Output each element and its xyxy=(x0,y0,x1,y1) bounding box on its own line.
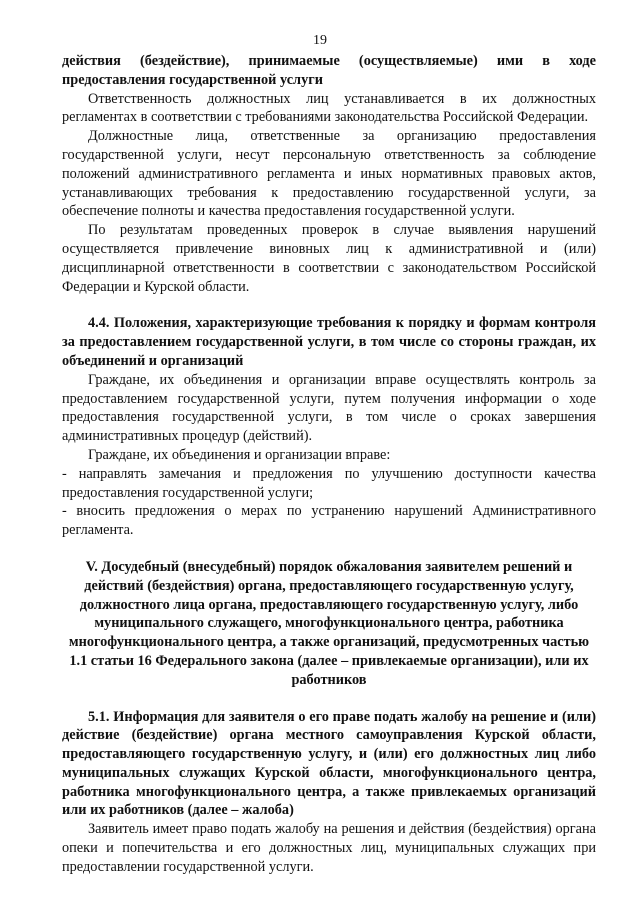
document-body xyxy=(62,52,596,877)
page-number: 19 xyxy=(313,33,327,48)
section-heading-continuation: действия (бездействие), принимаемые (осуществляемые) ими в ходе предоставления государственной услуги xyxy=(62,53,596,88)
spacer xyxy=(62,296,596,314)
paragraph: Должностные лица, ответственные за организацию предоставления государственной услуги, несут персональную ответственность за соблюдение положений административного регламента и иных нормативных правовых актов, устанавливающих требования к предоставлению государственной услуги, за обеспечение полноты и качества предоставления государственной услуги. xyxy=(62,128,596,220)
paragraph: Заявитель имеет право подать жалобу на решения и действия (бездействия) органа опеки и попечительства и его должностных лиц, муниципальных служащих при предоставлении государственной услуги. xyxy=(62,821,596,875)
paragraph: По результатам проведенных проверок в случае выявления нарушений осуществляется привлечение виновных лиц к административной и (или) дисциплинарной ответственности в соответствии с законодательством Российской Федерации и Курской области. xyxy=(62,222,596,295)
section-heading-5-1: 5.1. Информация для заявителя о его праве подать жалобу на решение и (или) действие (бездействие) органа местного самоуправления Курской области, предоставляющего государственную услугу, и (или) его должностных лиц либо муниципальных служащих Курской области, многофункционального центра, работника многофункционального центра, а также привлекаемых организаций или их работников (далее – жалоба) xyxy=(62,708,596,819)
spacer xyxy=(62,540,596,558)
paragraph: Граждане, их объединения и организации вправе: xyxy=(88,446,391,463)
list-item: - направлять замечания и предложения по улучшению доступности качества предоставления государственной услуги; xyxy=(62,465,596,501)
paragraph: Ответственность должностных лиц устанавливается в их должностных регламентах в соответствии с требованиями законодательства Российской Федерации. xyxy=(62,90,596,126)
paragraph: Граждане, их объединения и организации вправе осуществлять контроль за предоставлением государственной услуги, путем получения информации о ходе предоставления государственной услуги, в том числе о сроках завершения административных процедур (действий). xyxy=(62,371,596,445)
chapter-heading-v: V. Досудебный (внесудебный) порядок обжалования заявителем решений и действий (бездействия) органа, предоставляющего государственную услугу, должностного лица органа, предоставляющего государственную услугу, либо муниципального служащего, многофункционального центра, работника многофункционального центра, а также организаций, предусмотренных частью 1.1 статьи 16 Федерального закона (далее – привлекаемые организации), или их работников xyxy=(68,558,590,688)
list-item: - вносить предложения о мерах по устранению нарушений Административного регламента. xyxy=(62,503,596,539)
section-heading-4-4: 4.4. Положения, характеризующие требования к порядку и формам контроля за предоставлением государственной услуги, в том числе со стороны граждан, их объединений и организаций xyxy=(62,315,596,369)
spacer xyxy=(62,690,596,708)
